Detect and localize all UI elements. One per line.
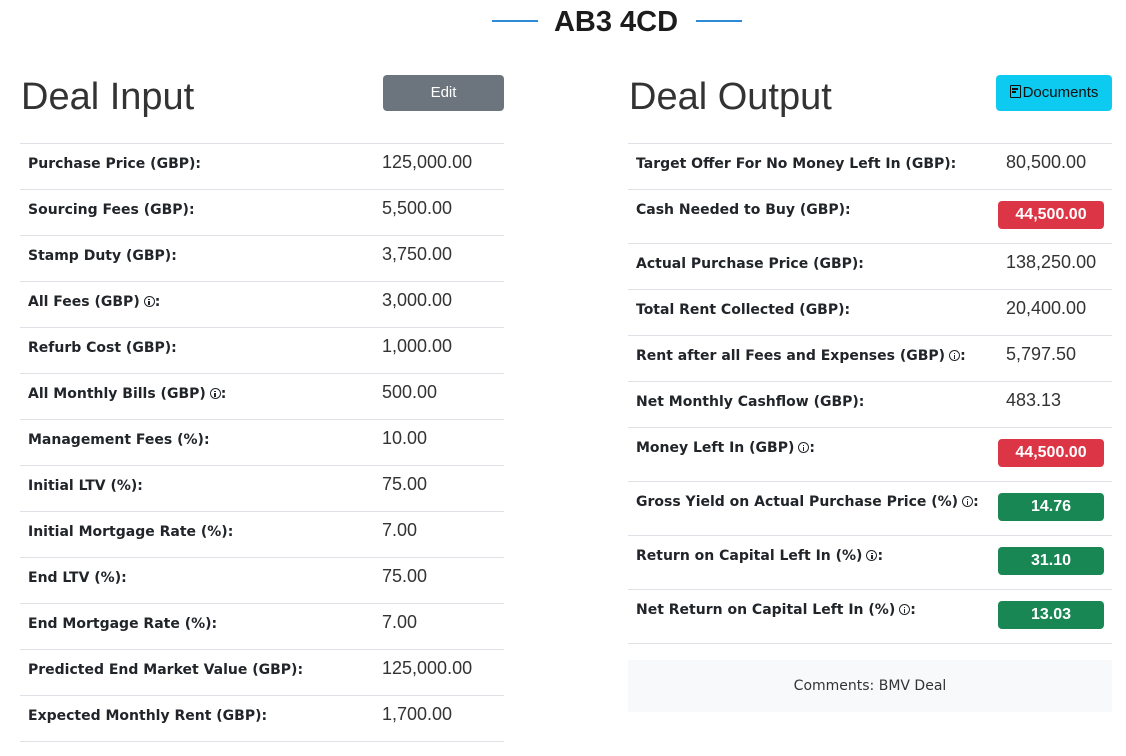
row-value-cell <box>989 428 1112 482</box>
table-row <box>20 190 504 236</box>
table-row <box>628 482 1112 536</box>
row-value: 7.00 <box>382 520 418 540</box>
table-row <box>20 558 504 604</box>
row-label-text: Actual Purchase Price (GBP): <box>636 256 864 272</box>
row-label <box>628 482 989 536</box>
info-icon[interactable] <box>962 496 973 507</box>
row-label <box>628 428 989 482</box>
table-row <box>628 190 1112 244</box>
info-icon[interactable] <box>144 296 155 307</box>
status-badge: 31.10 <box>998 547 1104 575</box>
table-row <box>628 428 1112 482</box>
status-badge: 44,500.00 <box>998 439 1104 467</box>
row-label-text: End Mortgage Rate (%): <box>28 616 218 632</box>
info-icon[interactable] <box>210 388 221 399</box>
row-label <box>628 590 989 644</box>
row-label-text: Purchase Price (GBP): <box>28 156 201 172</box>
table-row <box>628 590 1112 644</box>
row-value-cell <box>989 536 1112 590</box>
row-label <box>20 466 365 512</box>
deal-output-title: Deal Output <box>629 76 832 118</box>
status-badge: 13.03 <box>998 601 1104 629</box>
label-colon: : <box>154 294 161 310</box>
label-colon: : <box>809 440 815 456</box>
label-colon: : <box>220 386 227 402</box>
row-value-cell <box>989 590 1112 644</box>
table-row <box>20 236 504 282</box>
table-row <box>20 650 504 696</box>
page-title: AB3 4CD <box>553 6 679 38</box>
row-label-text: Cash Needed to Buy (GBP): <box>636 202 851 218</box>
document-icon <box>1010 85 1021 98</box>
row-value-cell <box>989 482 1112 536</box>
row-value: 1,700.00 <box>382 704 453 724</box>
row-label-text: Expected Monthly Rent (GBP): <box>28 708 268 724</box>
row-label-text: Net Monthly Cashflow (GBP): <box>636 394 865 410</box>
table-row <box>628 144 1112 190</box>
label-colon: : <box>877 548 884 564</box>
deal-input-table <box>20 143 504 742</box>
title-decoration-left <box>492 20 538 22</box>
info-icon[interactable] <box>798 442 809 453</box>
table-row <box>20 282 504 328</box>
table-row <box>20 328 504 374</box>
row-label <box>20 236 365 282</box>
row-value: 75.00 <box>382 474 428 494</box>
row-value-cell <box>989 190 1112 244</box>
table-row <box>628 290 1112 336</box>
table-row <box>628 382 1112 428</box>
row-label-text: Initial Mortgage Rate (%): <box>28 524 234 540</box>
row-label-text: All Monthly Bills (GBP) <box>28 386 206 402</box>
row-label-text: Sourcing Fees (GBP): <box>28 202 195 218</box>
row-value: 1,000.00 <box>382 336 453 356</box>
row-label <box>628 190 989 244</box>
row-label <box>20 650 365 696</box>
comments-box: Comments: BMV Deal <box>628 660 1112 712</box>
documents-button-label: Documents <box>1022 84 1099 101</box>
status-badge: 14.76 <box>998 493 1104 521</box>
row-label <box>20 420 365 466</box>
row-value: 5,797.50 <box>1006 344 1077 364</box>
row-label-text: Predicted End Market Value (GBP): <box>28 662 304 678</box>
row-label <box>20 512 365 558</box>
table-row <box>628 536 1112 590</box>
row-label <box>628 336 989 382</box>
row-value: 10.00 <box>382 428 428 448</box>
row-label <box>628 382 989 428</box>
title-decoration-right <box>696 20 742 22</box>
deal-input-title: Deal Input <box>21 76 195 118</box>
info-icon[interactable] <box>866 550 877 561</box>
row-value: 3,000.00 <box>382 290 453 310</box>
row-label <box>20 328 365 374</box>
row-label-text: End LTV (%): <box>28 570 127 586</box>
table-row <box>20 466 504 512</box>
page-header <box>0 0 1126 44</box>
info-icon[interactable] <box>899 604 910 615</box>
label-colon: : <box>973 494 979 510</box>
deal-output-header <box>628 60 1112 143</box>
row-label-text: Total Rent Collected (GBP): <box>636 302 851 318</box>
row-value: 75.00 <box>382 566 428 586</box>
row-label <box>628 290 989 336</box>
row-label <box>628 536 989 590</box>
deal-output-panel <box>628 60 1112 712</box>
row-label <box>20 604 365 650</box>
table-row <box>628 244 1112 290</box>
info-icon[interactable] <box>949 350 960 361</box>
row-label-text: Initial LTV (%): <box>28 478 143 494</box>
row-value: 483.13 <box>1006 390 1062 410</box>
row-label-text: Money Left In (GBP) <box>636 440 795 456</box>
row-label <box>20 558 365 604</box>
documents-button[interactable] <box>996 75 1112 111</box>
table-row <box>20 696 504 742</box>
row-label <box>20 190 365 236</box>
edit-button[interactable]: Edit <box>383 75 504 111</box>
row-value: 125,000.00 <box>382 658 473 678</box>
row-label <box>20 374 365 420</box>
table-row <box>20 144 504 190</box>
row-value: 20,400.00 <box>1006 298 1087 318</box>
row-label <box>20 696 365 742</box>
table-row <box>20 420 504 466</box>
deal-output-table <box>628 143 1112 644</box>
table-row <box>20 512 504 558</box>
row-label-text: Gross Yield on Actual Purchase Price (%) <box>636 494 959 510</box>
row-value: 125,000.00 <box>382 152 473 172</box>
row-label-text: Net Return on Capital Left In (%) <box>636 602 896 618</box>
row-value: 500.00 <box>382 382 438 402</box>
row-value: 5,500.00 <box>382 198 453 218</box>
label-colon: : <box>910 602 916 618</box>
row-label-text: Target Offer For No Money Left In (GBP): <box>636 156 957 172</box>
table-row <box>20 374 504 420</box>
row-label <box>628 144 989 190</box>
deal-input-panel <box>20 60 504 742</box>
row-value: 80,500.00 <box>1006 152 1087 172</box>
row-label <box>20 282 365 328</box>
row-label-text: Stamp Duty (GBP): <box>28 248 177 264</box>
row-value: 3,750.00 <box>382 244 453 264</box>
table-row <box>628 336 1112 382</box>
row-label-text: All Fees (GBP) <box>28 294 140 310</box>
row-value: 138,250.00 <box>1006 252 1097 272</box>
table-row <box>20 604 504 650</box>
row-label-text: Return on Capital Left In (%) <box>636 548 863 564</box>
row-label-text: Rent after all Fees and Expenses (GBP) <box>636 348 946 364</box>
status-badge: 44,500.00 <box>998 201 1104 229</box>
deal-input-header <box>20 60 504 143</box>
row-value: 7.00 <box>382 612 418 632</box>
row-label-text: Management Fees (%): <box>28 432 210 448</box>
row-label <box>628 244 989 290</box>
row-label <box>20 144 365 190</box>
row-label-text: Refurb Cost (GBP): <box>28 340 177 356</box>
label-colon: : <box>960 348 966 364</box>
